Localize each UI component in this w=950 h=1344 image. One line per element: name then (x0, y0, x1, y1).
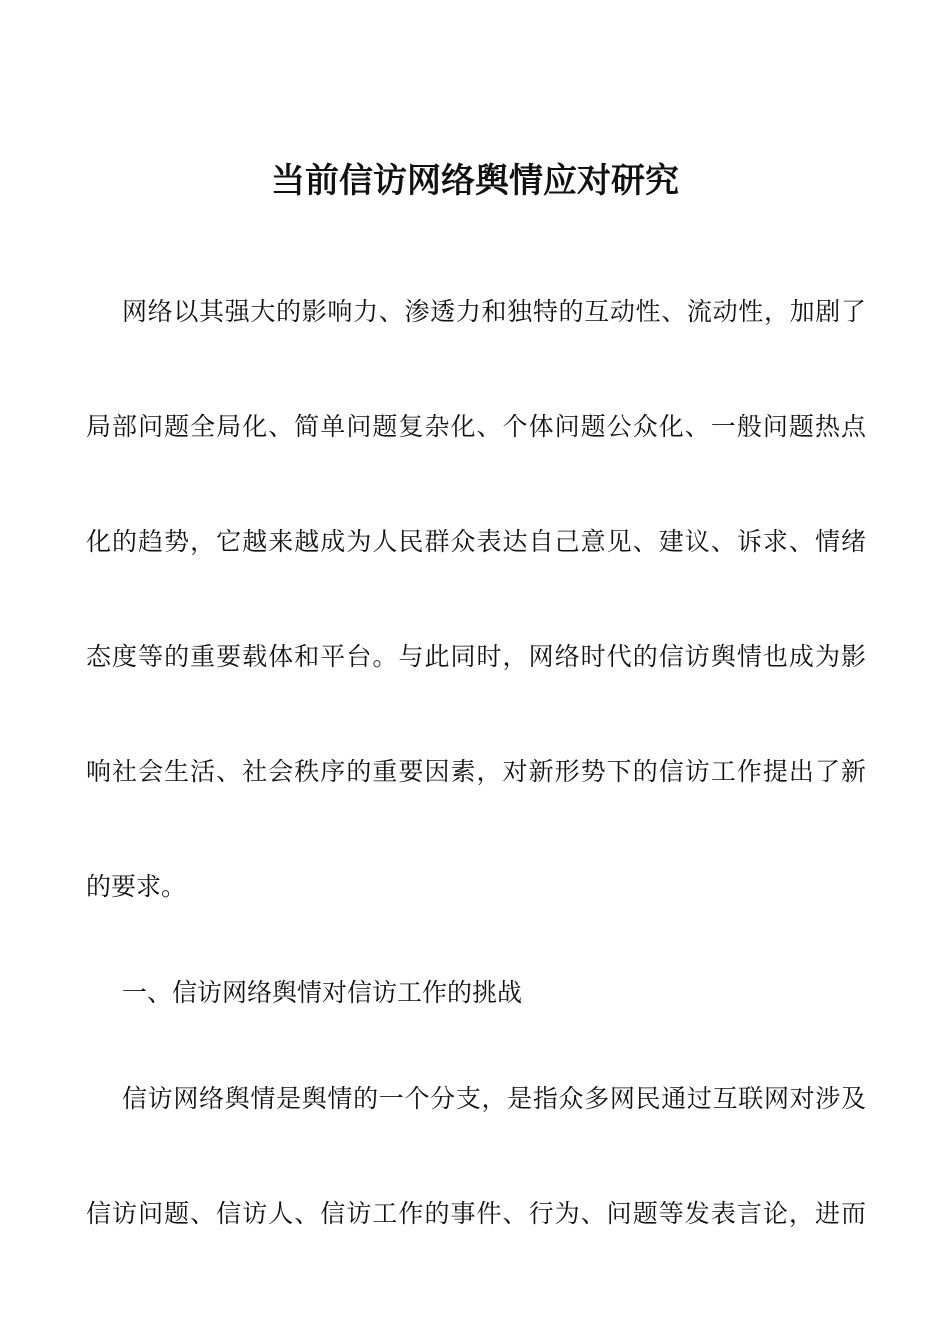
paragraph-line: 化的趋势，它越来越成为人民群众表达自己意见、建议、诉求、情绪 (86, 527, 866, 556)
paragraph-line: 局部问题全局化、简单问题复杂化、个体问题公众化、一般问题热点 (86, 412, 866, 441)
section-heading: 一、信访网络舆情对信访工作的挑战 (122, 978, 523, 1007)
paragraph-line: 态度等的重要载体和平台。与此同时，网络时代的信访舆情也成为影 (86, 642, 866, 671)
paragraph-line: 信访网络舆情是舆情的一个分支，是指众多网民通过互联网对涉及 (122, 1084, 866, 1113)
paragraph-line: 信访问题、信访人、信访工作的事件、行为、问题等发表言论，进而 (86, 1199, 866, 1228)
paragraph-line: 网络以其强大的影响力、渗透力和独特的互动性、流动性，加剧了 (122, 297, 866, 326)
document-title: 当前信访网络舆情应对研究 (271, 161, 679, 201)
paragraph-line: 的要求。 (86, 872, 187, 901)
paragraph-line: 响社会生活、社会秩序的重要因素，对新形势下的信访工作提出了新 (86, 757, 866, 786)
